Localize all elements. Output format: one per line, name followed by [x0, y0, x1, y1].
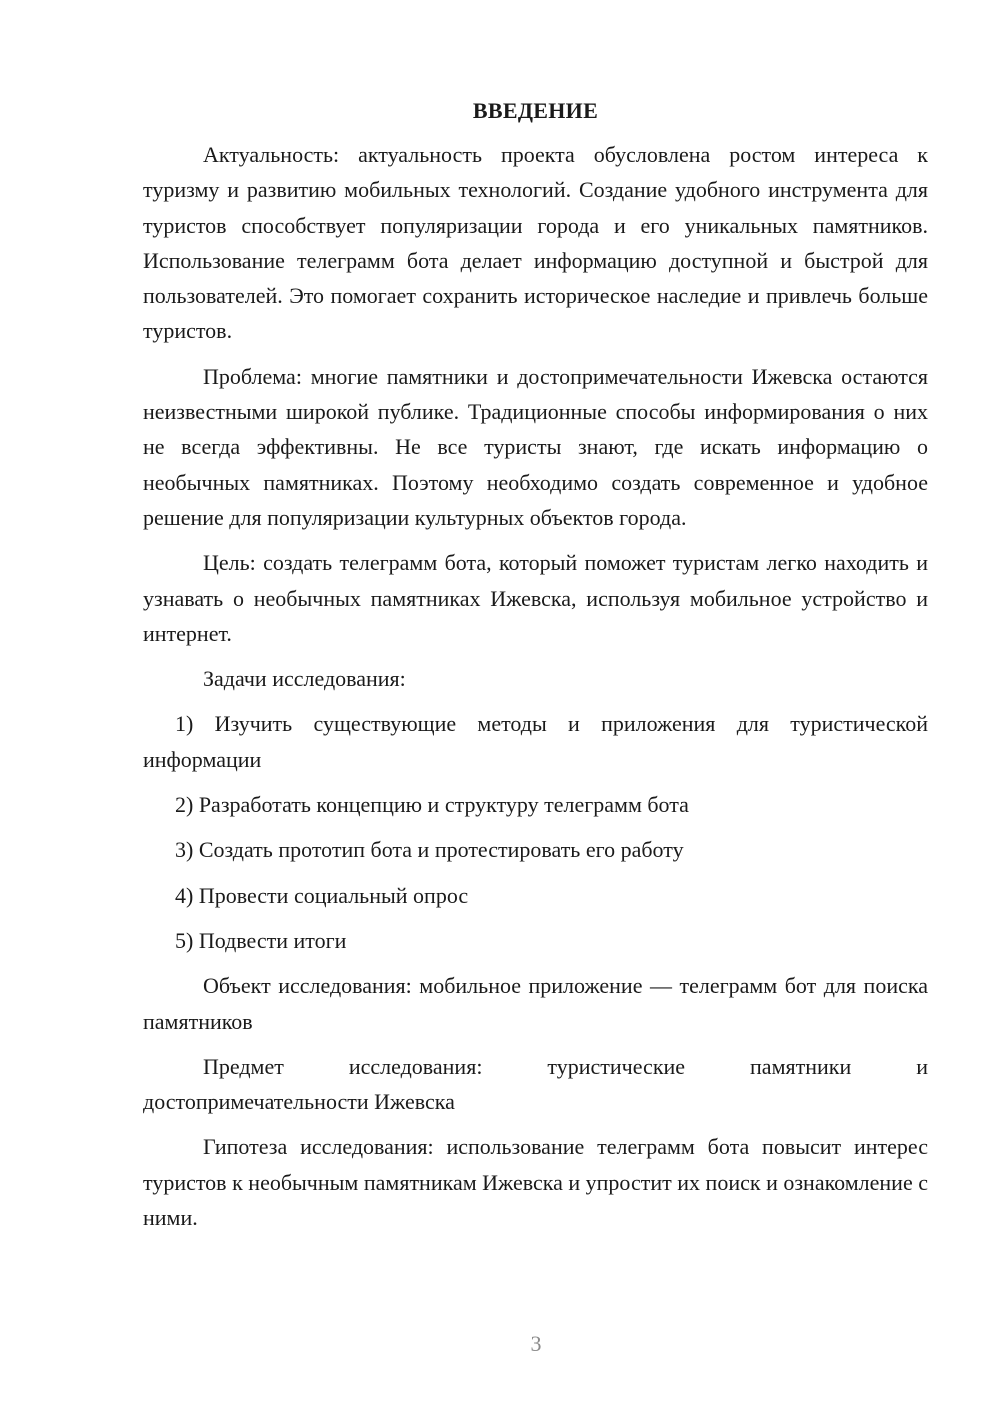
task-item-5: 5) Подвести итоги [175, 927, 347, 953]
page-title: ВВЕДЕНИЕ [472, 98, 599, 123]
subject-line-2: достопримечательности Ижевска [143, 1089, 455, 1115]
relevance-paragraph: Актуальность: актуальность проекта обусловлена ростом интереса к туризму и развитию мобильных технологий. Создание удобного инструмента для туристов способствует популяризации города и его уникальных памятников. Использование телеграмм бота делает информацию доступной и быстрой для пользователей. Это помогает сохранить историческое наследие и привлечь больше туристов. [143, 142, 928, 344]
object-paragraph: Объект исследования: мобильное приложение — телеграмм бот для поиска памятников [143, 973, 928, 1034]
tasks-heading: Задачи исследования: [203, 666, 406, 692]
subject-line-1: Предмет исследования: туристические памятники и [203, 1053, 928, 1079]
task-item-1: 1) Изучить существующие методы и приложения для туристической информации [143, 711, 928, 772]
page-number: 3 [530, 1331, 542, 1356]
problem-paragraph: Проблема: многие памятники и достопримечательности Ижевска остаются неизвестными широкой публике. Традиционные способы информирования о них не всегда эффективны. Не все туристы знают, где искать информацию о необычных памятниках. Поэтому необходимо создать современное и удобное решение для популяризации культурных объектов города. [143, 363, 928, 530]
subject-paragraph [143, 1049, 928, 1120]
task-item-3: 3) Создать прототип бота и протестировать его работу [175, 837, 684, 863]
task-item-2: 2) Разработать концепцию и структуру телеграмм бота [175, 792, 689, 818]
document-page [143, 96, 928, 1245]
task-item-4: 4) Провести социальный опрос [175, 882, 469, 908]
goal-paragraph: Цель: создать телеграмм бота, который поможет туристам легко находить и узнавать о необычных памятниках Ижевска, используя мобильное устройство и интернет. [143, 550, 928, 646]
hypothesis-paragraph: Гипотеза исследования: использование телеграмм бота повысит интерес туристов к необычным памятникам Ижевска и упростит их поиск и ознакомление с ними. [143, 1134, 928, 1231]
